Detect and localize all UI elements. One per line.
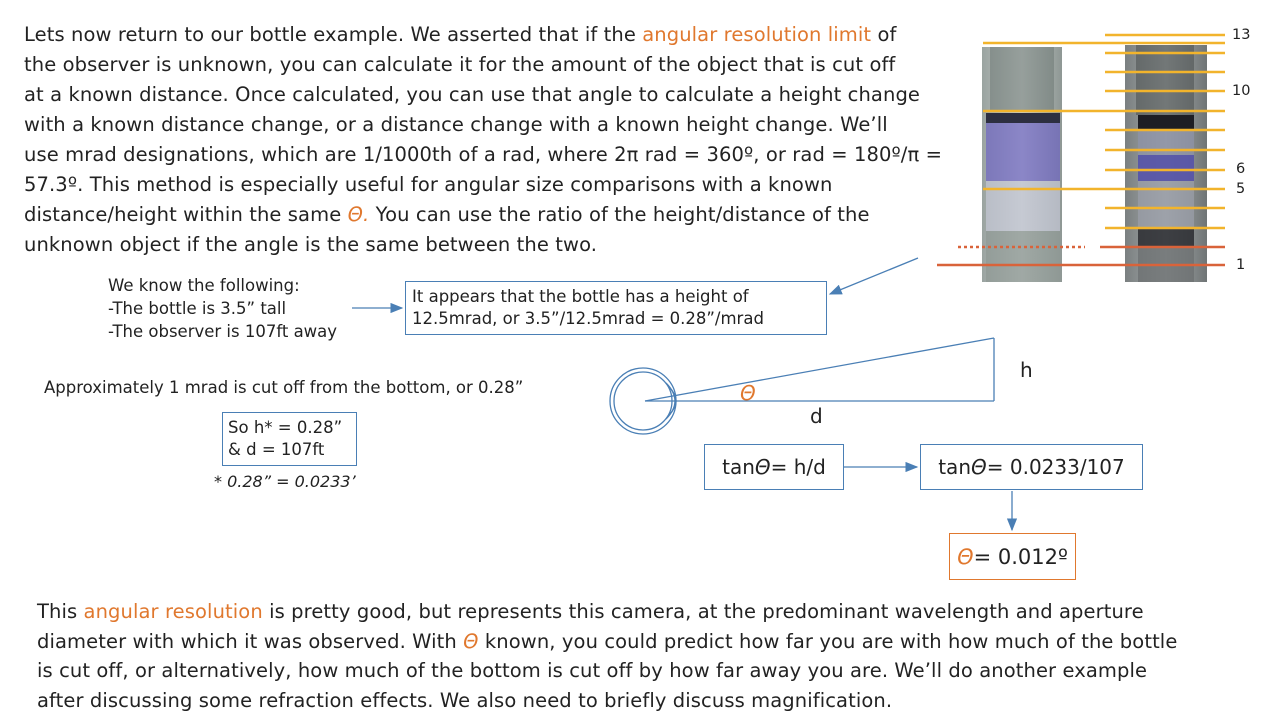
theta-symbol: Θ.	[347, 203, 370, 226]
scale-number-5: 5	[1236, 181, 1246, 197]
outro-paragraph	[37, 597, 1257, 715]
known-heading: We know the following:	[108, 276, 300, 295]
intro-line-8: unknown object if the angle is the same between the two.	[24, 233, 598, 256]
cutoff-text: Approximately 1 mrad is cut off from the bottom, or 0.28”	[44, 378, 524, 397]
angle-triangle	[645, 338, 994, 401]
intro-line-2: the observer is unknown, you can calculate it for the amount of the object that is cut off	[24, 53, 896, 76]
scale-number-10: 10	[1232, 83, 1251, 99]
intro-line-6: 57.3º. This method is especially useful for angular size comparisons with a known	[24, 173, 833, 196]
theta-symbol: Θ	[754, 455, 771, 479]
outro-line-2: diameter with which it was observed. With Θ known, you could predict how far you are with how much of the bottle	[37, 629, 1178, 653]
scale-number-6: 6	[1236, 161, 1246, 177]
d-label: d	[810, 404, 823, 428]
theta-symbol: Θ	[463, 629, 479, 653]
intro-line-5: use mrad designations, which are 1/1000th of a rad, where 2π rad = 360º, or rad = 180º/π =	[24, 143, 943, 166]
angular-resolution-limit-term: angular resolution limit	[642, 23, 872, 46]
equation-tan-hd: tan Θ = h/d	[704, 444, 844, 490]
equation-tan-values: tan Θ = 0.0233/107	[920, 444, 1143, 490]
bottle-height-box	[405, 281, 827, 335]
known-item-height: -The bottle is 3.5” tall	[108, 299, 287, 318]
theta-symbol: Θ	[971, 455, 987, 479]
angular-resolution-term: angular resolution	[83, 600, 263, 623]
theta-label: Θ	[740, 381, 756, 405]
intro-line-4: with a known distance change, or a distance change with a known height change. We’ll	[24, 113, 888, 136]
h-value: So h* = 0.28”	[228, 418, 343, 437]
conversion-footnote: * 0.28” = 0.0233’	[214, 472, 356, 491]
arrow-photo-to-box	[830, 258, 918, 294]
intro-line-1: Lets now return to our bottle example. We asserted that if the angular resolution limit of	[24, 23, 897, 46]
scale-number-13: 13	[1232, 27, 1251, 43]
bottle-height-line-1: It appears that the bottle has a height of	[412, 287, 749, 306]
result-theta: Θ = 0.012º	[949, 533, 1076, 580]
outro-line-4: after discussing some refraction effects. We also need to briefly discuss magnification.	[37, 688, 893, 712]
scale-number-1: 1	[1236, 257, 1246, 273]
outro-line-3: is cut off, or alternatively, how much of the bottom is cut off by how far away you are. We’ll do another example	[37, 659, 1148, 682]
theta-symbol: Θ	[957, 544, 974, 569]
known-item-distance: -The observer is 107ft away	[108, 322, 338, 341]
d-value: & d = 107ft	[228, 440, 325, 459]
intro-line-7: distance/height within the same Θ. You can use the ratio of the height/distance of the	[24, 203, 870, 226]
intro-line-3: at a known distance. Once calculated, you can use that angle to calculate a height change	[24, 83, 921, 106]
outro-line-1: This angular resolution is pretty good, but represents this camera, at the predominant wavelength and aperture	[37, 600, 1144, 623]
h-d-values-box	[222, 412, 357, 466]
h-label: h	[1020, 358, 1033, 382]
bottle-height-line-2: 12.5mrad, or 3.5”/12.5mrad = 0.28”/mrad	[412, 309, 764, 328]
